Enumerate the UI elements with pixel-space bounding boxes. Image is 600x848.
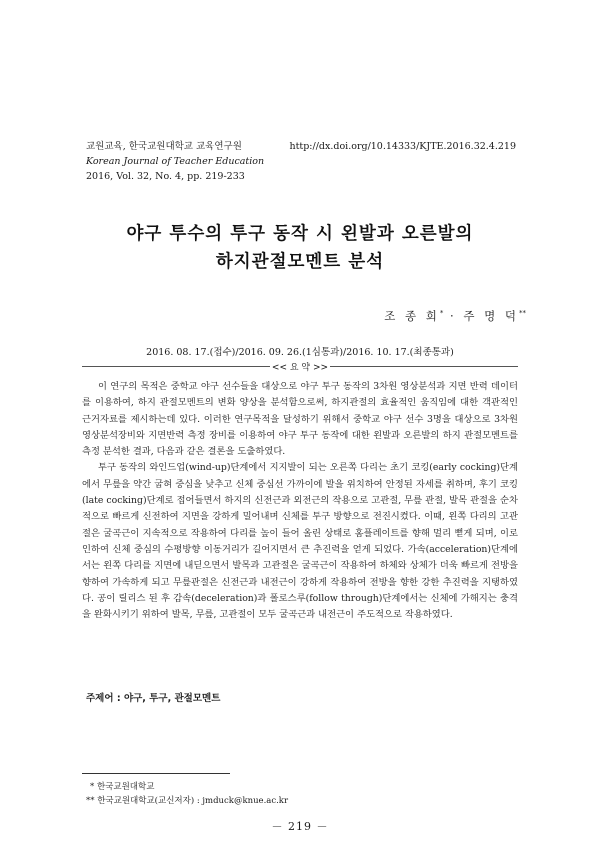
abstract-paragraph-1: 이 연구의 목적은 중학교 야구 선수들을 대상으로 야구 투구 동작의 3차원 영상분석과 지면 반력 데이터를 이용하여, 하지 관절모멘트의 변화 양상을 분석함으로써, 하지관절의 효율적인 움직임에 대한 객관적인 근거자료를 제시하는데 있다. 이러한 연구목적을 달성하기 위해서 중학교 야구 선수 3명을 대상으로 3차원 영상분석장비와 지면반력 측정 장비를 이용하여 야구 투구 동작에 대한 왼발과 오른발의 하지 관절모멘트를 측정 분석한 결과, 다음과 같은 결론을 도출하였다. — [82, 381, 518, 458]
doi-link[interactable]: http://dx.doi.org/10.14333/KJTE.2016.32.4.219 — [289, 141, 516, 152]
publisher: 교원교육, 한국교원대학교 교육연구원 — [86, 141, 242, 152]
author-separator: · — [450, 309, 457, 323]
abstract-label: << 요 약 >> — [270, 360, 330, 373]
author-1: 조 종 희 — [384, 309, 440, 323]
page-number: － 219 － — [271, 820, 329, 833]
author-2: 주 명 덕 — [463, 309, 519, 323]
footnote-rule — [82, 773, 230, 774]
keywords: 주제어 : 야구, 투구, 관절모멘트 — [86, 693, 221, 704]
abstract-paragraph-2: 투구 동작의 와인드업(wind-up)단계에서 지지발이 되는 오른쪽 다리는 초기 코킹(early cocking)단계에서 무릎을 약간 굽혀 중심을 낮추고 신체 중심선 가까이에 발을 위치하여 안정된 자세를 취하며, 후기 코킹(late cocking)단계로 접어들면서 하지의 신전근과 외전근의 작용으로 고관절, 무릎 관절, 발목 관절을 순차적으로 빠르게 신전하여 지면을 강하게 밀어내며 신체를 투구 방향으로 전진시켰다. 이때, 왼쪽 다리의 고관절은 굴곡근이 지속적으로 작용하여 다리를 높이 들어 올린 상태로 홈플레이트를 향해 멀리 뻗게 되며, 이로 인하여 신체 중심의 수평방향 이동거리가 길어지면서 큰 추진력을 얻게 되었다. 가속(acceleration)단계에서는 왼쪽 다리를 지면에 내딛으면서 발목과 고관절은 굴곡근이 작용하여 하체와 상체가 더욱 빠르게 전방을 향하여 가속하게 되고 무릎관절은 신전근과 내전근이 강하게 작용하여 전방을 향한 강한 추진력을 지탱하였다. 공이 릴리스 된 후 감속(deceleration)과 폴로스루(follow through)단계에서는 신체에 가해지는 충격을 완화시키기 위하여 발목, 무릎, 고관절이 모두 굴곡근과 내전근이 주도적으로 작용하였다. — [82, 462, 518, 621]
title-line-2: 하지관절모멘트 분석 — [215, 252, 385, 272]
volume-info: 2016, Vol. 32, No. 4, pp. 219-233 — [86, 171, 245, 182]
journal-name: Korean Journal of Teacher Education — [86, 156, 265, 167]
authors — [384, 308, 526, 324]
author-2-mark: ** — [519, 309, 526, 318]
author-1-mark: * — [439, 309, 444, 318]
footnote-2: ** 한국교원대학교(교신저자) : jmduck@knue.ac.kr — [86, 796, 289, 806]
title-line-1: 야구 투수의 투구 동작 시 왼발과 오른발의 — [126, 224, 474, 244]
abstract-body — [82, 379, 518, 623]
footnote-1: * 한국교원대학교 — [90, 782, 155, 792]
submission-dates: 2016. 08. 17.(접수)/2016. 09. 26.(1심통과)/2016. 10. 17.(최종통과) — [146, 347, 454, 358]
